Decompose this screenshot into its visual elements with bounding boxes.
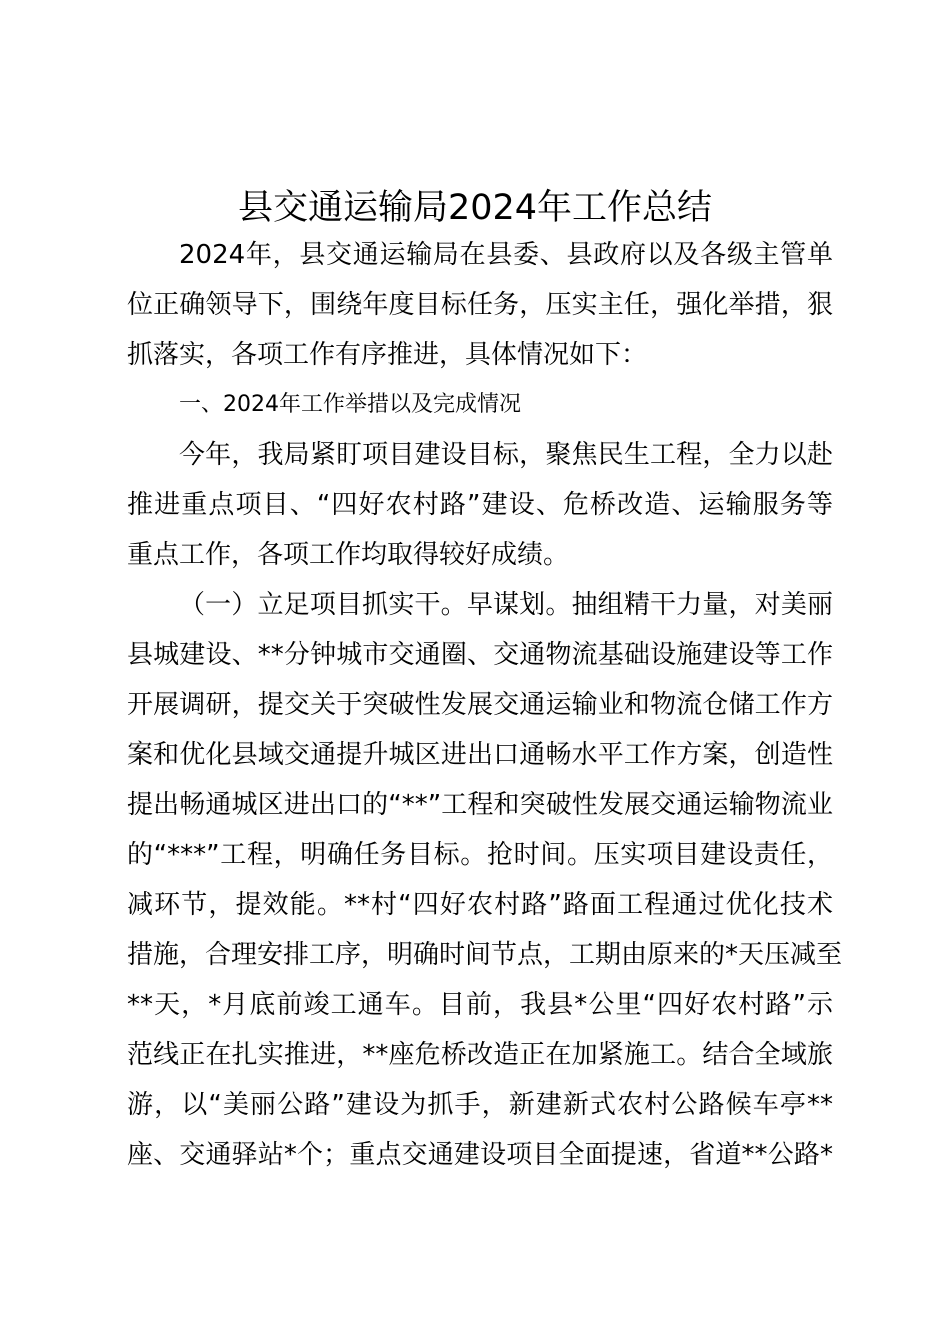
text-line: 今年，我局紧盯项目建设目标，聚焦民生工程，全力以赴 (179, 440, 833, 470)
text-line: 减环节，提效能。**村“四好农村路”路面工程通过优化技术 (127, 890, 833, 920)
section-heading: 一、2024年工作举措以及完成情况 (179, 392, 521, 417)
text-line: 范线正在扎实推进，**座危桥改造正在加紧施工。结合全域旅 (127, 1040, 833, 1070)
text-line: 提出畅通城区进出口的“**”工程和突破性发展交通运输物流业 (127, 790, 833, 820)
document-body (127, 230, 843, 1180)
text-line: 县城建设、**分钟城市交通圈、交通物流基础设施建设等工作 (127, 640, 833, 670)
text-line: 重点工作，各项工作均取得较好成绩。 (127, 540, 570, 570)
text-line: 游，以“美丽公路”建设为抓手，新建新式农村公路候车亭** (127, 1090, 833, 1120)
text-line: 推进重点项目、“四好农村路”建设、危桥改造、运输服务等 (127, 490, 833, 520)
text-line: 位正确领导下，围绕年度目标任务，压实主任，强化举措，狠 (127, 290, 833, 320)
text-line: 2024年，县交通运输局在县委、县政府以及各级主管单 (179, 240, 833, 270)
text-line: 案和优化县域交通提升城区进出口通畅水平工作方案，创造性 (127, 740, 833, 770)
text-line: **天，*月底前竣工通车。目前，我县*公里“四好农村路”示 (127, 990, 833, 1020)
text-line: 开展调研，提交关于突破性发展交通运输业和物流仓储工作方 (127, 690, 833, 720)
text-line: 的“***”工程，明确任务目标。抢时间。压实项目建设责任， (127, 840, 833, 870)
document-title: 县交通运输局2024年工作总结 (237, 188, 713, 228)
text-line: 抓落实，各项工作有序推进，具体情况如下： (127, 340, 648, 370)
text-line: （一）立足项目抓实干。早谋划。抽组精干力量，对美丽 (179, 590, 833, 620)
text-line: 措施，合理安排工序，明确时间节点，工期由原来的*天压减至 (127, 940, 843, 970)
text-line: 座、交通驿站*个；重点交通建设项目全面提速，省道**公路* (127, 1140, 833, 1170)
